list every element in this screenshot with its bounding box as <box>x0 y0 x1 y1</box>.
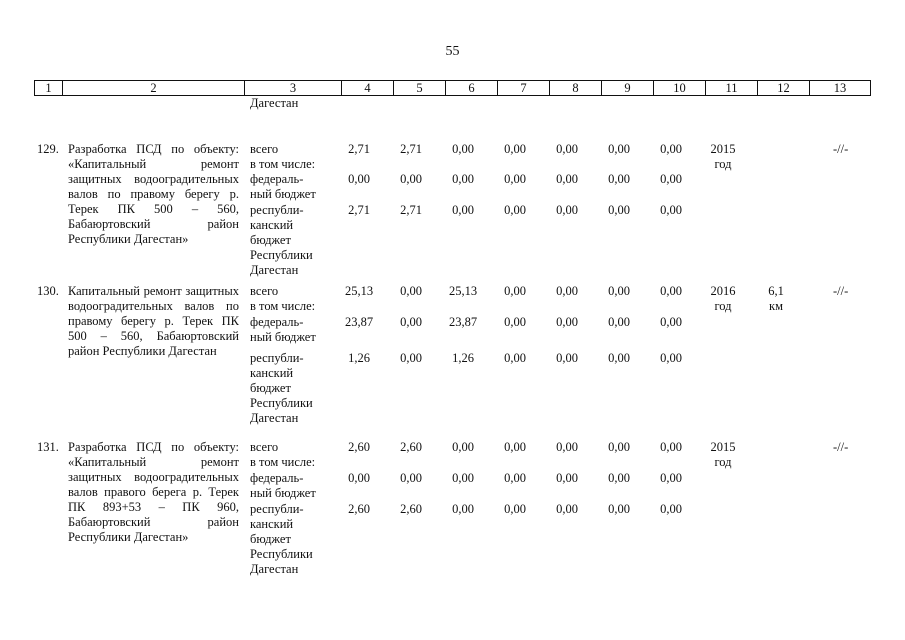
page-number: 55 <box>445 44 460 59</box>
executor-cell: -//- <box>833 142 849 156</box>
value-cell: 0,00 <box>660 471 682 485</box>
row-description: Разработка ПСД по объекту: «Капитальный ремонт защитных водооградительных валов правого берега р. Терек ПК 893+53 – ПК 960, Бабаюртовский район Республики Дагестан» <box>68 440 239 544</box>
value-cell: 0,00 <box>452 142 474 156</box>
value-cell: 0,00 <box>504 440 526 454</box>
value-cell: 0,00 <box>660 203 682 217</box>
value-cell: 0,00 <box>608 203 630 217</box>
source-line: ный бюджет <box>250 330 316 344</box>
value-cell: 0,00 <box>556 284 578 298</box>
value-cell: 2,71 <box>400 142 422 156</box>
source-line: в том числе: <box>250 157 316 171</box>
value-cell: 0,00 <box>660 440 682 454</box>
source-line: республи- <box>250 203 304 217</box>
column-header: 2 <box>63 81 245 96</box>
value-cell: 2,71 <box>400 203 422 217</box>
source-line: ный бюджет <box>250 486 316 500</box>
value-cell: 0,00 <box>556 502 578 516</box>
source-line: бюджет <box>250 381 291 395</box>
value-cell: 0,00 <box>400 351 422 365</box>
capacity-cell: 6,1 км <box>768 284 784 313</box>
value-cell: 25,13 <box>448 284 478 298</box>
value-cell: 0,00 <box>400 284 422 298</box>
column-header: 11 <box>706 81 758 96</box>
value-cell: 25,13 <box>344 284 374 298</box>
value-cell: 0,00 <box>504 502 526 516</box>
column-header: 3 <box>245 81 342 96</box>
source-line: всего <box>250 142 279 156</box>
value-cell: 1,26 <box>348 351 370 365</box>
row-description: Разработка ПСД по объекту: «Капитальный ремонт защитных водооградительных валов по правому берегу р. Терек ПК 500 – 560, Бабаюртовский район Республики Дагестан» <box>68 142 239 246</box>
executor-cell: -//- <box>833 284 849 298</box>
value-cell: 0,00 <box>660 351 682 365</box>
value-cell: 0,00 <box>556 315 578 329</box>
source-line: всего <box>250 284 279 298</box>
source-line: республи- <box>250 502 304 516</box>
source-line: Республики <box>250 547 313 561</box>
value-cell: 0,00 <box>608 471 630 485</box>
source-line: всего <box>250 440 279 454</box>
year-cell: 2016 год <box>710 284 736 313</box>
value-cell: 0,00 <box>504 172 526 186</box>
column-header: 5 <box>394 81 446 96</box>
source-line: канский <box>250 366 294 380</box>
value-cell: 0,00 <box>608 284 630 298</box>
value-cell: 0,00 <box>452 471 474 485</box>
value-cell: 0,00 <box>608 172 630 186</box>
source-line: в том числе: <box>250 299 316 313</box>
source-line: федераль- <box>250 471 304 485</box>
value-cell: 0,00 <box>400 471 422 485</box>
year-cell: 2015 год <box>710 440 736 469</box>
source-line: в том числе: <box>250 455 316 469</box>
column-header: 9 <box>602 81 654 96</box>
executor-cell: -//- <box>833 440 849 454</box>
value-cell: 0,00 <box>608 502 630 516</box>
source-line: республи- <box>250 351 304 365</box>
row-number: 130. <box>37 284 59 298</box>
value-cell: 0,00 <box>504 203 526 217</box>
value-cell: 0,00 <box>348 172 370 186</box>
value-cell: 0,00 <box>660 172 682 186</box>
value-cell: 0,00 <box>660 284 682 298</box>
source-line: Дагестан <box>250 263 299 277</box>
source-line: Дагестан <box>250 562 299 576</box>
source-line: Республики <box>250 396 313 410</box>
value-cell: 23,87 <box>344 315 374 329</box>
value-cell: 0,00 <box>452 502 474 516</box>
value-cell: 0,00 <box>608 440 630 454</box>
row-number: 129. <box>37 142 59 156</box>
value-cell: 0,00 <box>452 172 474 186</box>
row-description: Капитальный ремонт защитных водооградительных валов по правому берегу р. Терек ПК 500 – 560, Бабаюртовский район Республики Дагестан <box>68 284 239 358</box>
value-cell: 0,00 <box>504 315 526 329</box>
value-cell: 2,71 <box>348 203 370 217</box>
value-cell: 0,00 <box>556 440 578 454</box>
value-cell: 2,60 <box>400 502 422 516</box>
column-header: 8 <box>550 81 602 96</box>
column-header: 4 <box>342 81 394 96</box>
value-cell: 0,00 <box>660 315 682 329</box>
value-cell: 0,00 <box>556 172 578 186</box>
source-line: федераль- <box>250 172 304 186</box>
column-header: 12 <box>758 81 810 96</box>
value-cell: 0,00 <box>400 172 422 186</box>
value-cell: 0,00 <box>660 142 682 156</box>
value-cell: 0,00 <box>608 315 630 329</box>
carryover-text: Дагестан <box>250 96 299 110</box>
value-cell: 0,00 <box>400 315 422 329</box>
value-cell: 0,00 <box>608 142 630 156</box>
column-header: 1 <box>35 81 63 96</box>
value-cell: 2,60 <box>348 502 370 516</box>
value-cell: 0,00 <box>504 351 526 365</box>
value-cell: 0,00 <box>452 440 474 454</box>
value-cell: 2,60 <box>400 440 422 454</box>
column-header: 6 <box>446 81 498 96</box>
value-cell: 23,87 <box>448 315 478 329</box>
source-line: ный бюджет <box>250 187 316 201</box>
value-cell: 0,00 <box>556 351 578 365</box>
source-line: бюджет <box>250 233 291 247</box>
value-cell: 2,71 <box>348 142 370 156</box>
source-line: федераль- <box>250 315 304 329</box>
value-cell: 1,26 <box>452 351 474 365</box>
column-header-row <box>35 81 871 96</box>
source-line: Дагестан <box>250 411 299 425</box>
source-line: канский <box>250 218 294 232</box>
row-number: 131. <box>37 440 59 454</box>
year-cell: 2015 год <box>710 142 736 171</box>
column-header-table <box>34 80 871 96</box>
value-cell: 0,00 <box>504 471 526 485</box>
value-cell: 0,00 <box>452 203 474 217</box>
source-line: канский <box>250 517 294 531</box>
source-line: бюджет <box>250 532 291 546</box>
column-header: 7 <box>498 81 550 96</box>
value-cell: 0,00 <box>504 284 526 298</box>
value-cell: 2,60 <box>348 440 370 454</box>
value-cell: 0,00 <box>556 203 578 217</box>
value-cell: 0,00 <box>608 351 630 365</box>
column-header: 10 <box>654 81 706 96</box>
column-header: 13 <box>810 81 871 96</box>
value-cell: 0,00 <box>556 471 578 485</box>
value-cell: 0,00 <box>348 471 370 485</box>
source-line: Республики <box>250 248 313 262</box>
value-cell: 0,00 <box>556 142 578 156</box>
value-cell: 0,00 <box>660 502 682 516</box>
value-cell: 0,00 <box>504 142 526 156</box>
